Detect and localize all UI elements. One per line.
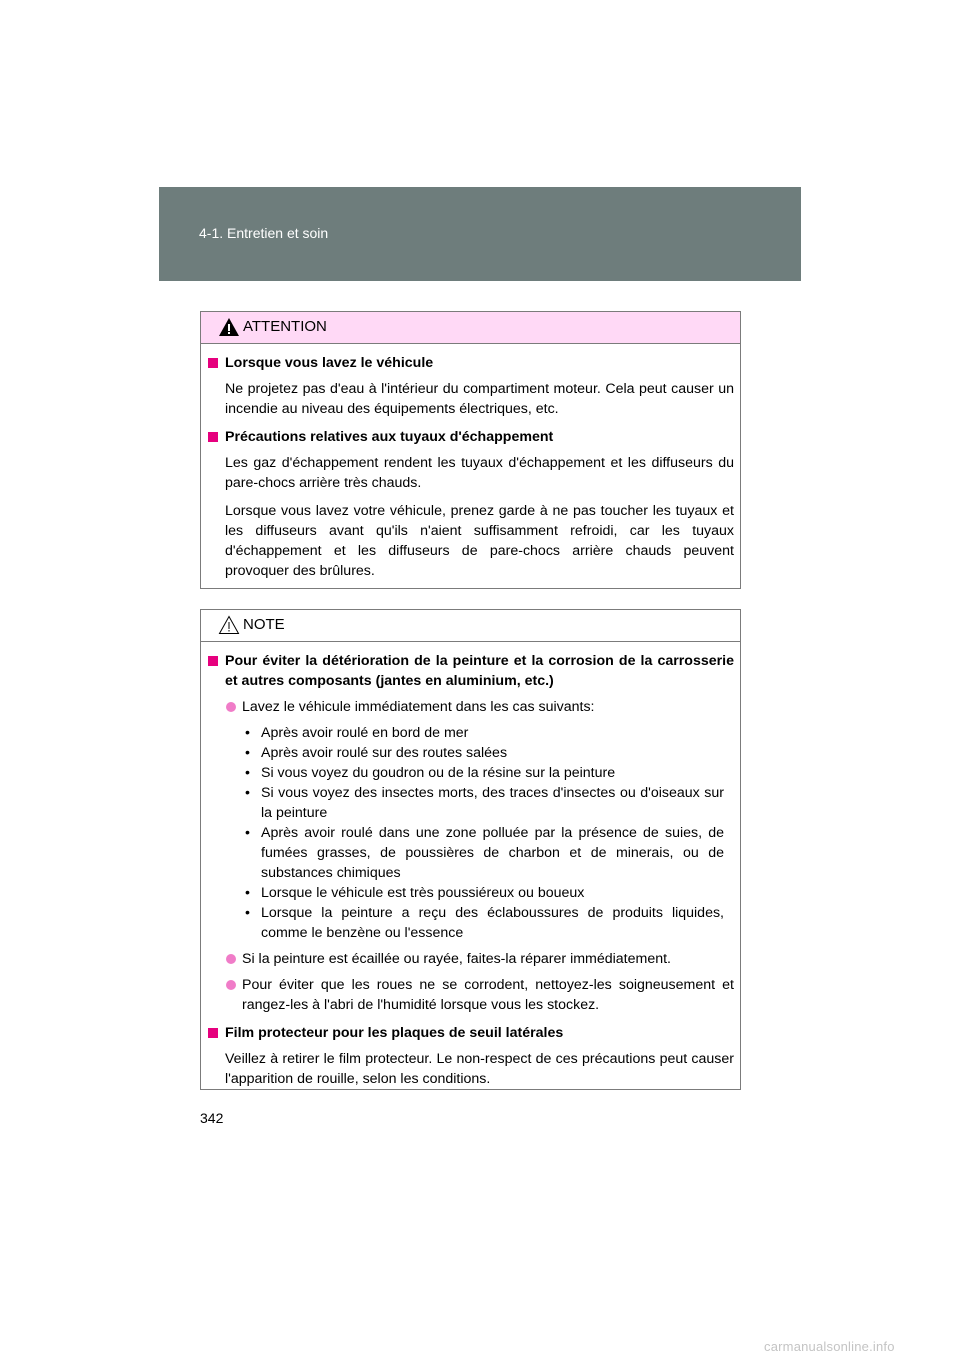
note-heading-film: Film protecteur pour les plaques de seuil latérales xyxy=(208,1023,734,1043)
warning-icon xyxy=(218,317,240,337)
note-heading-paint: Pour éviter la détérioration de la peinture et la corrosion de la carrosserie et autres composants (jantes en aluminium, etc.) xyxy=(208,651,734,691)
sub-list xyxy=(208,723,734,943)
note-title: NOTE xyxy=(243,616,285,633)
page-number: 342 xyxy=(200,1110,224,1126)
sub-item: • Lorsque la peinture a reçu des éclaboussures de produits liquides, comme le benzène ou l'essence xyxy=(245,905,724,941)
round-bullet-icon xyxy=(226,980,236,990)
caution-outline-icon xyxy=(218,615,240,635)
section-header xyxy=(159,187,801,281)
round-bullet-icon xyxy=(226,702,236,712)
note-bullet: Pour éviter que les roues ne se corrodent, nettoyez-les soigneusement et rangez-les à l'abri de l'humidité lorsque vous les stockez. xyxy=(208,975,734,1015)
square-bullet-icon xyxy=(208,432,218,442)
sub-item: • Si vous voyez du goudron ou de la résine sur la peinture xyxy=(245,765,616,781)
attention-text: Les gaz d'échappement rendent les tuyaux d'échappement et les diffuseurs du pare-chocs arrière très chauds. xyxy=(225,455,734,491)
attention-title: ATTENTION xyxy=(243,318,327,335)
attention-heading-washing: Lorsque vous lavez le véhicule xyxy=(208,353,734,373)
sub-item: • Après avoir roulé dans une zone polluée par la présence de suies, de fumées grasses, de poussières de charbon et de minerais, ou de substances chimiques xyxy=(245,825,724,881)
attention-box xyxy=(200,311,741,589)
sub-item: • Si vous voyez des insectes morts, des traces d'insectes ou d'oiseaux sur la peinture xyxy=(245,785,724,821)
note-bullet: Lavez le véhicule immédiatement dans les cas suivants: xyxy=(208,697,734,717)
square-bullet-icon xyxy=(208,656,218,666)
note-content xyxy=(201,642,740,1089)
attention-title-bar xyxy=(201,312,740,344)
note-title-bar xyxy=(201,610,740,642)
note-box xyxy=(200,609,741,1090)
note-bullet: Si la peinture est écaillée ou rayée, faites-la réparer immédiatement. xyxy=(208,949,734,969)
round-bullet-icon xyxy=(226,954,236,964)
watermark: carmanualsonline.info xyxy=(764,1339,895,1354)
sub-item: • Lorsque le véhicule est très poussiéreux ou boueux xyxy=(245,885,585,901)
sub-item: • Après avoir roulé sur des routes salées xyxy=(245,745,508,761)
attention-text: Lorsque vous lavez votre véhicule, prenez garde à ne pas toucher les tuyaux et les diffuseurs avant qu'ils n'aient suffisamment refroidi, car les tuyaux d'échappement et les diffuseurs de pare-chocs arrière chauds peuvent provoquer des brûlures. xyxy=(225,503,734,579)
note-text: Veillez à retirer le film protecteur. Le non-respect de ces précautions peut causer l'apparition de rouille, selon les conditions. xyxy=(225,1051,734,1087)
attention-content xyxy=(201,344,740,581)
square-bullet-icon xyxy=(208,358,218,368)
section-title: 4-1. Entretien et soin xyxy=(199,225,329,241)
square-bullet-icon xyxy=(208,1028,218,1038)
attention-text: Ne projetez pas d'eau à l'intérieur du compartiment moteur. Cela peut causer un incendie au niveau des équipements électriques, etc. xyxy=(225,381,734,417)
attention-heading-exhaust: Précautions relatives aux tuyaux d'échappement xyxy=(208,427,734,447)
sub-item: • Après avoir roulé en bord de mer xyxy=(245,725,469,741)
